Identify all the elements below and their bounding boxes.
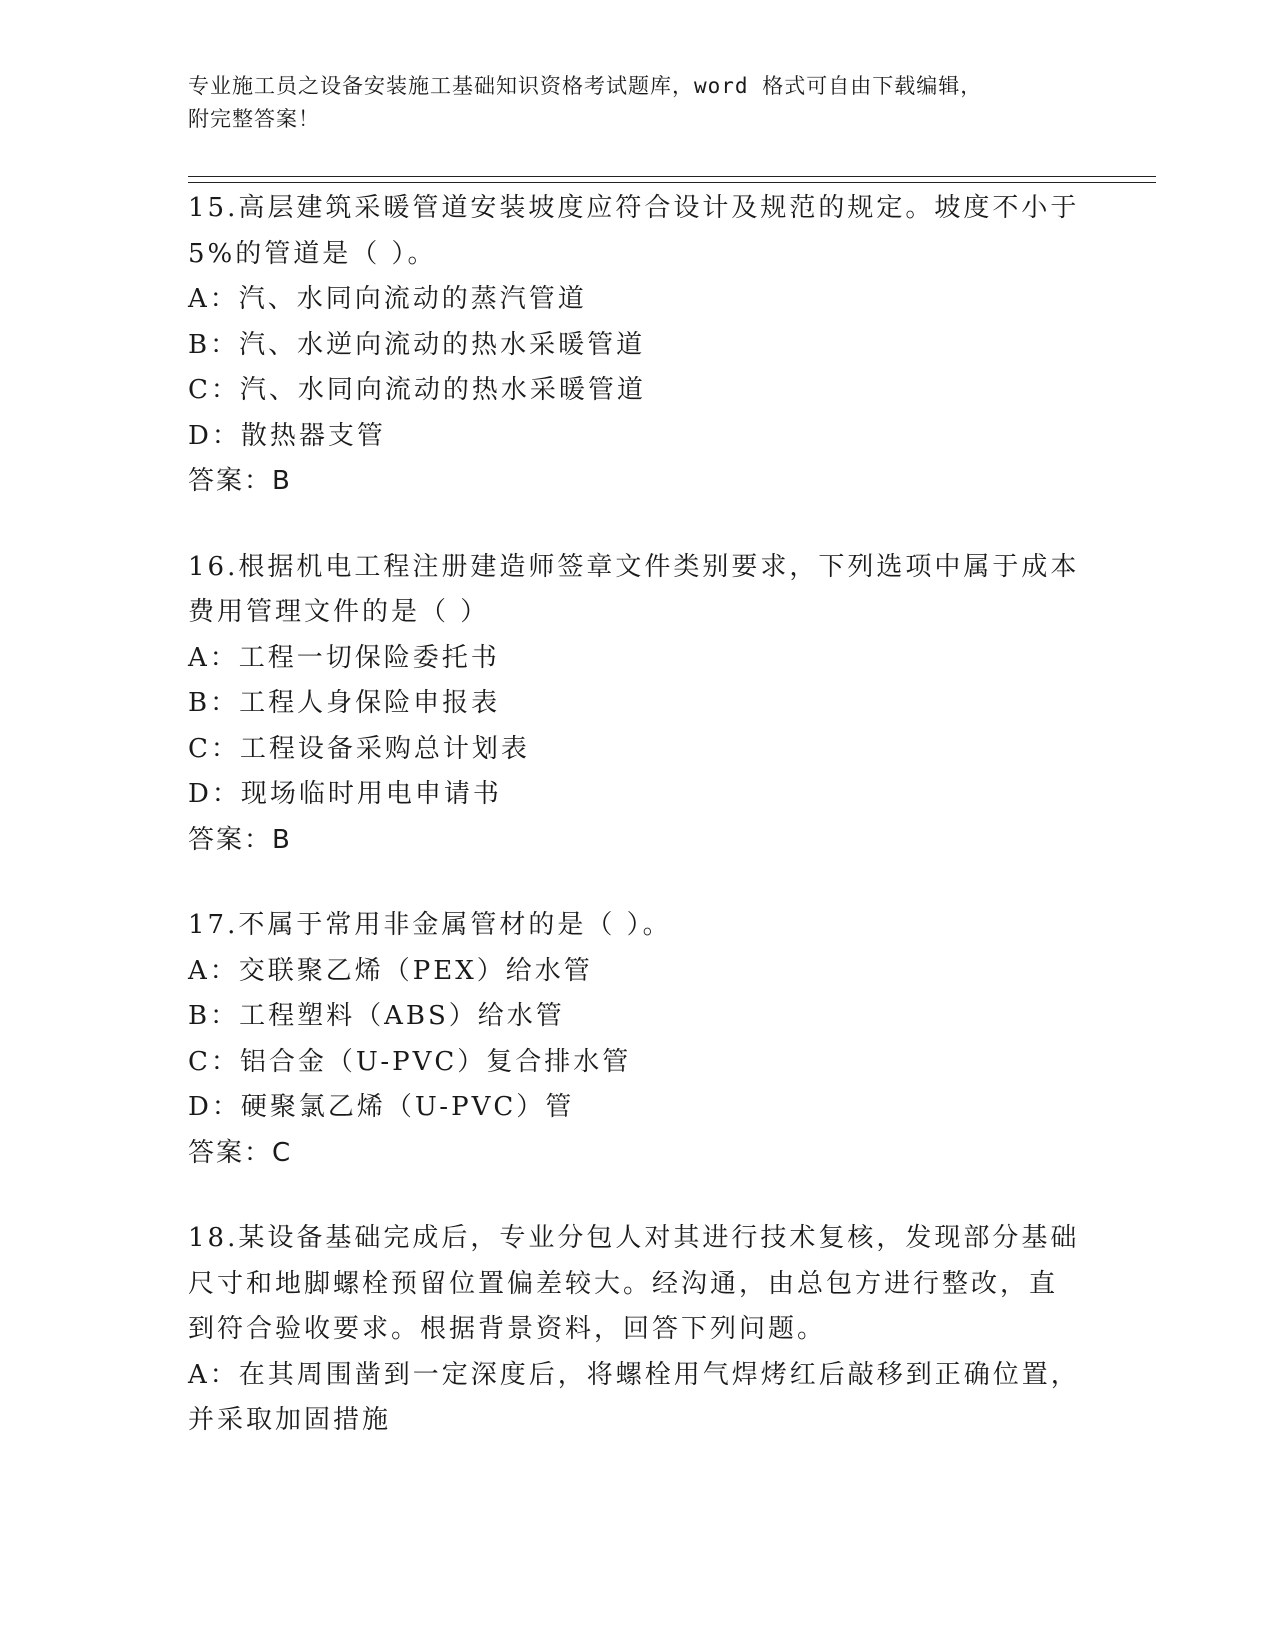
option-a: A：在其周围凿到一定深度后，将螺栓用气焊烤红后敲移到正确位置， bbox=[188, 1359, 1080, 1390]
question-15 bbox=[188, 186, 1088, 505]
header-line-1: 专业施工员之设备安装施工基础知识资格考试题库，word 格式可自由下载编辑， bbox=[188, 74, 983, 98]
answer-label: 答案：B bbox=[188, 466, 292, 496]
option-a: A：交联聚乙烯（PEX）给水管 bbox=[188, 955, 593, 986]
question-stem-line: 费用管理文件的是（ ） bbox=[188, 597, 490, 627]
question-stem-line: 15.高层建筑采暖管道安装坡度应符合设计及规范的规定。坡度不小于 bbox=[188, 193, 1080, 223]
header-divider-top bbox=[188, 176, 1156, 177]
question-18 bbox=[188, 1216, 1088, 1444]
option-a: A：汽、水同向流动的蒸汽管道 bbox=[188, 284, 587, 314]
question-stem-line: 5%的管道是（ ）。 bbox=[188, 238, 437, 269]
option-c: C：铝合金（U-PVC）复合排水管 bbox=[188, 1046, 632, 1077]
option-d: D：现场临时用电申请书 bbox=[188, 779, 502, 809]
question-stem-line: 到符合验收要求。根据背景资料，回答下列问题。 bbox=[188, 1314, 827, 1344]
option-d: D：散热器支管 bbox=[188, 420, 386, 451]
header-line-2: 附完整答案！ bbox=[188, 107, 320, 131]
option-d: D：硬聚氯乙烯（U-PVC）管 bbox=[188, 1092, 575, 1122]
option-a-continued: 并采取加固措施 bbox=[188, 1405, 392, 1435]
document-header bbox=[188, 70, 1068, 136]
question-stem-line: 尺寸和地脚螺栓预留位置偏差较大。经沟通，由总包方进行整改，直 bbox=[188, 1268, 1059, 1299]
option-b: B：工程塑料（ABS）给水管 bbox=[188, 1001, 565, 1031]
option-b: B：工程人身保险申报表 bbox=[188, 688, 501, 718]
question-list bbox=[188, 186, 1088, 1484]
header-divider-bottom bbox=[188, 182, 1156, 183]
question-stem-line: 17.不属于常用非金属管材的是（ ）。 bbox=[188, 910, 672, 940]
option-c: C：工程设备采购总计划表 bbox=[188, 733, 530, 764]
question-17 bbox=[188, 903, 1088, 1176]
question-stem-line: 16.根据机电工程注册建造师签章文件类别要求，下列选项中属于成本 bbox=[188, 551, 1080, 582]
option-a: A：工程一切保险委托书 bbox=[188, 642, 500, 673]
option-b: B：汽、水逆向流动的热水采暖管道 bbox=[188, 329, 646, 360]
answer-label: 答案：B bbox=[188, 824, 292, 855]
answer-label: 答案：C bbox=[188, 1137, 293, 1168]
question-16 bbox=[188, 545, 1088, 864]
option-c: C：汽、水同向流动的热水采暖管道 bbox=[188, 375, 646, 405]
question-stem-line: 18.某设备基础完成后，专业分包人对其进行技术复核，发现部分基础 bbox=[188, 1223, 1080, 1253]
